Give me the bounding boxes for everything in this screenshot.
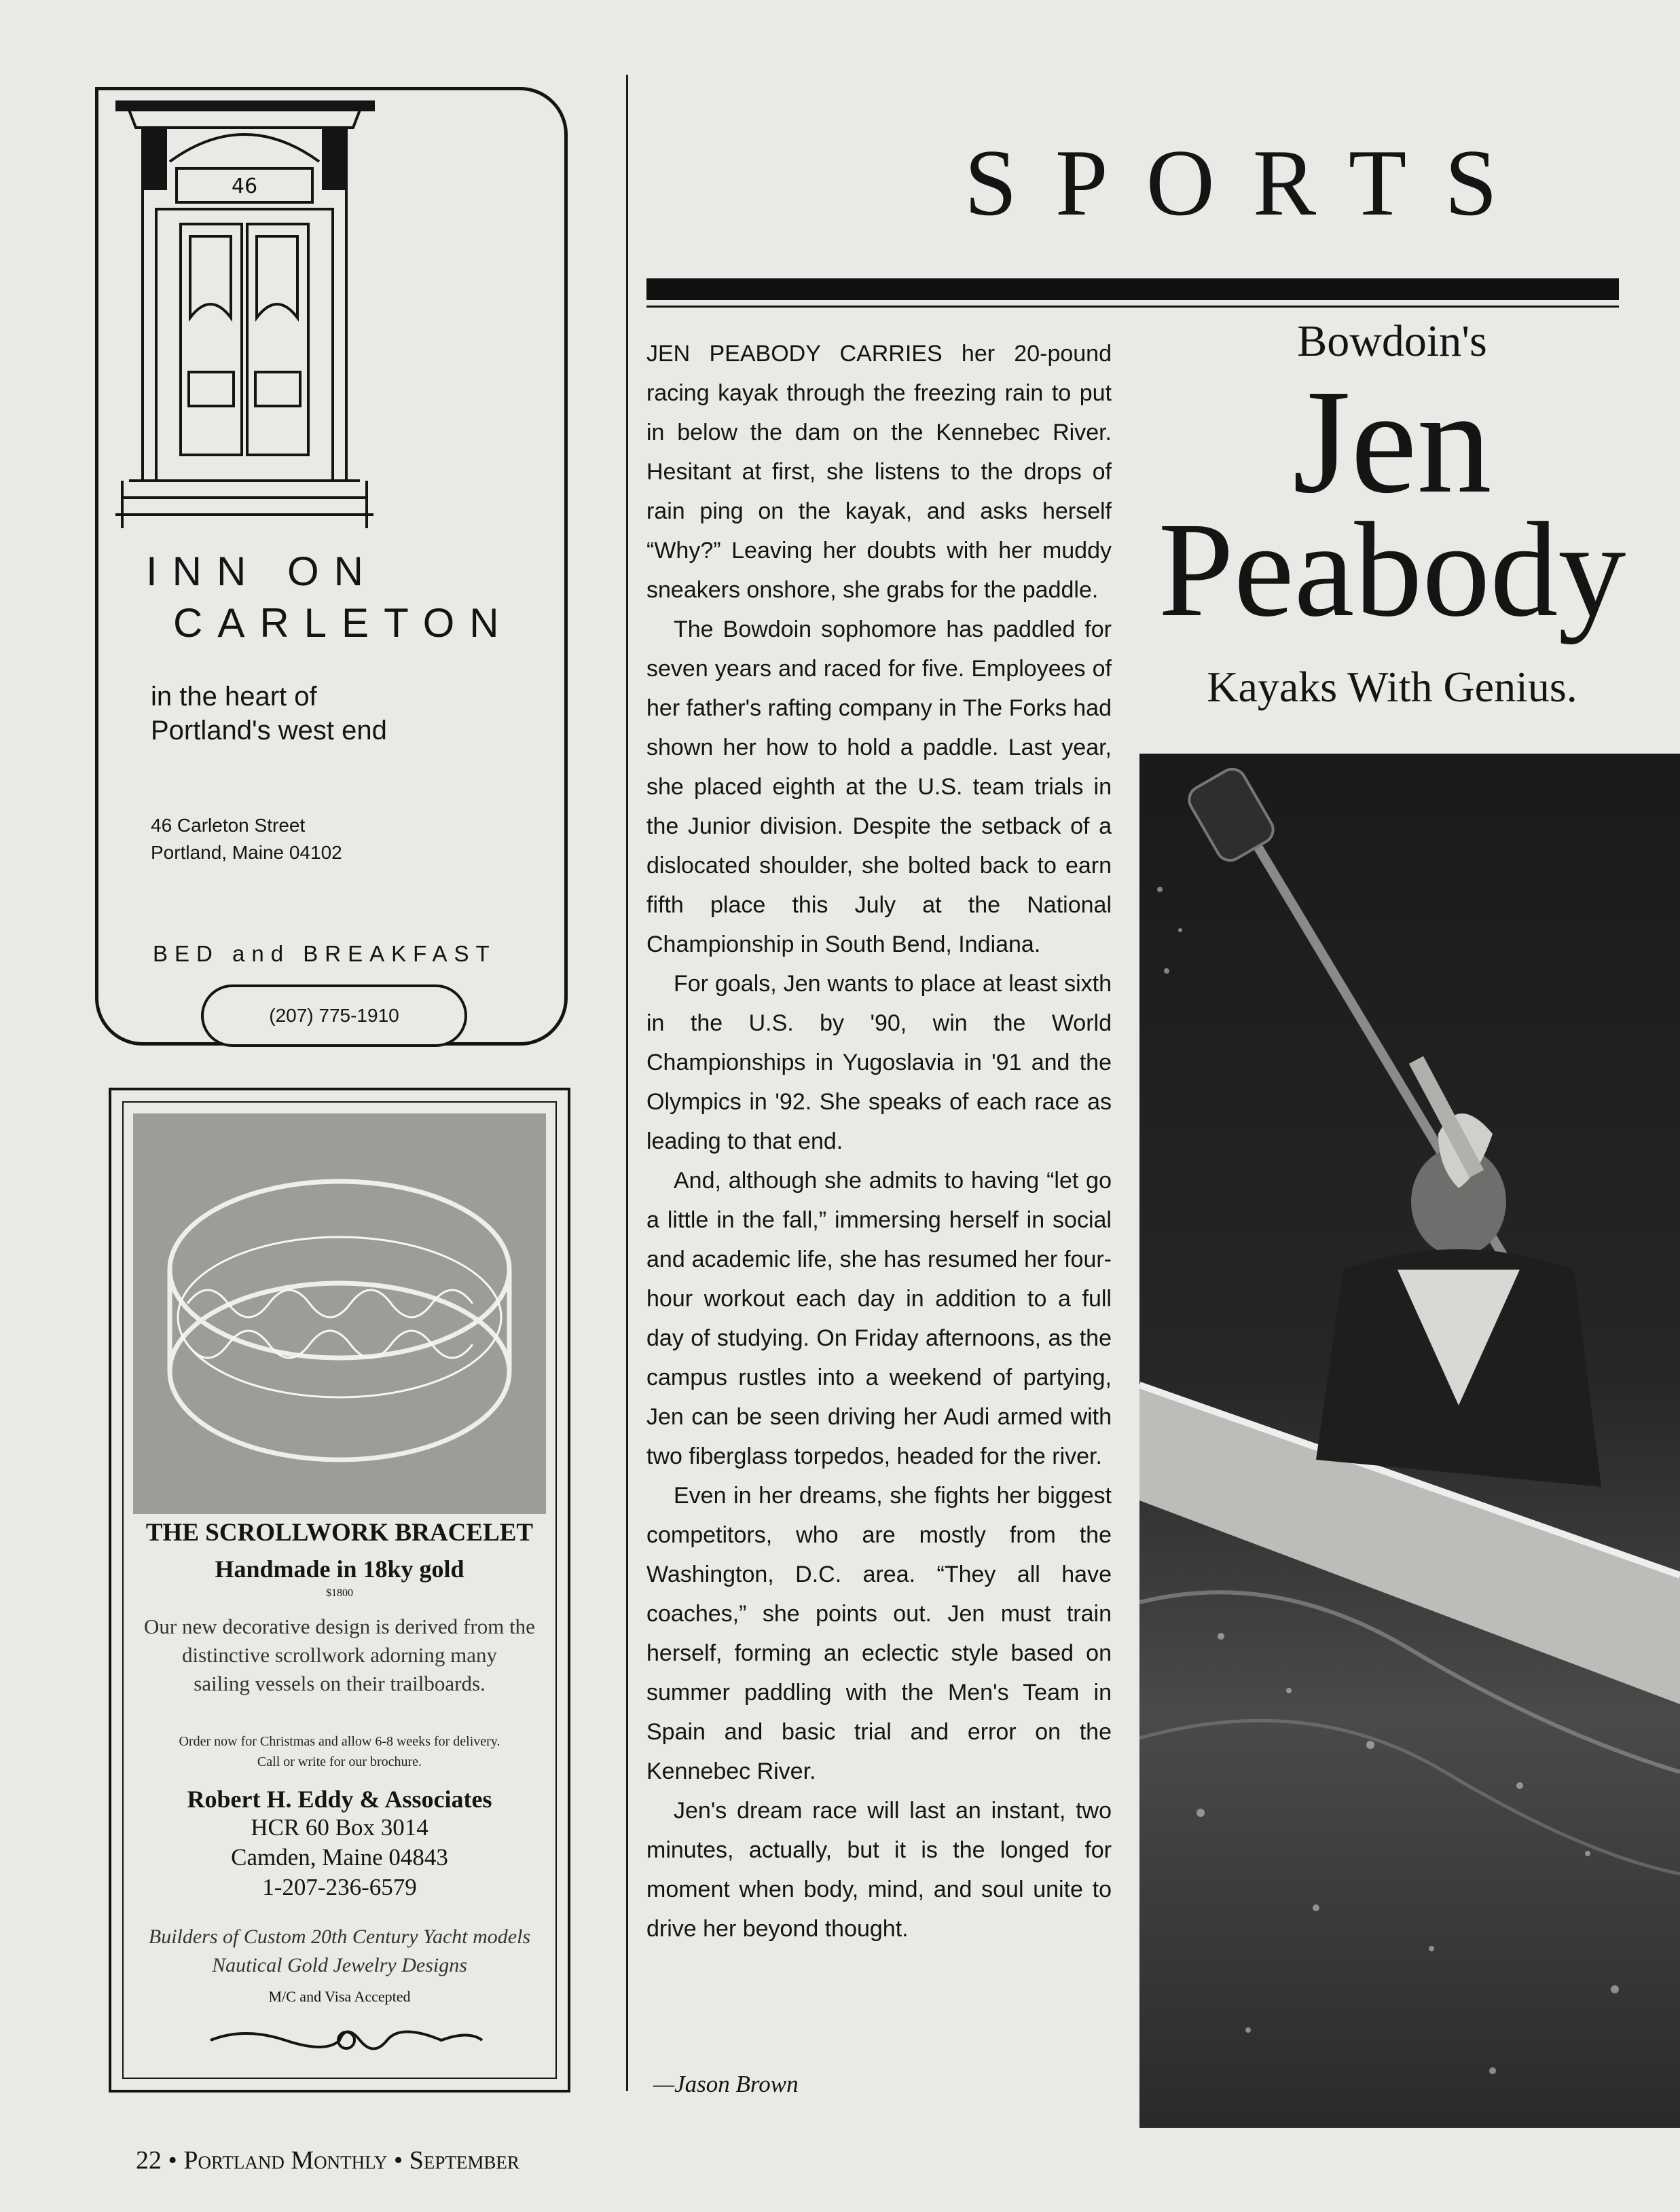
issue-month: September	[409, 2146, 519, 2175]
inn-address-line1: 46 Carleton Street	[151, 815, 306, 836]
publication-name: Portland Monthly	[183, 2146, 388, 2175]
inn-name-line2: CARLETON	[173, 600, 514, 646]
kayaker-photo	[1139, 754, 1680, 2128]
inn-address-line2: Portland, Maine 04102	[151, 842, 342, 863]
article-body	[646, 334, 1112, 1949]
bracelet-ad-builders-line1: Builders of Custom 20th Century Yacht models	[148, 1925, 531, 1948]
inn-type: BED and BREAKFAST	[153, 941, 496, 966]
section-rule-thin	[646, 306, 1619, 308]
bracelet-ad-order-line2: Call or write for our brochure.	[257, 1754, 422, 1769]
door-illustration	[115, 100, 380, 528]
footer-separator: •	[393, 2146, 403, 2175]
headline-name-last: Peabody	[1158, 495, 1626, 645]
article-paragraph: For goals, Jen wants to place at least sixth in the U.S. by '90, win the World Championships in Yugoslavia in '91 and the Olympics in '92. She speaks of each race as leading to that end.	[646, 971, 1112, 1154]
inn-name-line1: INN ON	[146, 549, 378, 594]
article-byline: —Jason Brown	[653, 2071, 799, 2097]
bracelet-ad-order-line1: Order now for Christmas and allow 6-8 weeks for delivery.	[179, 1734, 500, 1749]
bracelet-ad-description	[133, 1612, 546, 1698]
bracelet-photo	[133, 1113, 546, 1514]
headline-deck: Kayaks With Genius.	[1207, 663, 1577, 711]
inn-phone: (207) 775-1910	[201, 984, 467, 1047]
bracelet-ad-price: $1800	[326, 1587, 353, 1599]
bracelet-ad-builders-line2: Nautical Gold Jewelry Designs	[212, 1954, 467, 1976]
section-rule-thick	[646, 278, 1619, 300]
bracelet-ad-phone: 1-207-236-6579	[262, 1874, 417, 1900]
article-paragraph: JEN PEABODY CARRIES her 20-pound racing kayak through the freezing rain to put in below the dam on the Kennebec River. Hesitant at first, she listens to the drops of rain ping on the kayak, and asks herself “Why?” Leaving her doubts with her muddy sneakers onshore, she grabs for the paddle.	[646, 341, 1112, 603]
footer-separator: •	[168, 2146, 177, 2175]
page-number: 22	[136, 2146, 162, 2175]
article-paragraph: Jen's dream race will last an instant, two minutes, actually, but it is the longed for moment when body, mind, and soul unite to drive her beyond thought.	[646, 1798, 1112, 1942]
inn-tagline-line1: in the heart of	[151, 682, 317, 712]
flourish-ornament-icon	[204, 2020, 489, 2061]
article-paragraph: And, although she admits to having “let go a little in the fall,” immersing herself in social and academic life, she has resumed her four-hour workout each day in addition to a full day of studying. On Friday afternoons, as the campus rustles into a weekend of partying, Jen can be seen driving her Audi armed with two fiberglass torpedos, headed for the river.	[646, 1168, 1112, 1469]
column-divider	[626, 75, 628, 2091]
page-footer	[136, 2145, 519, 2175]
headline-name-first: Jen	[1292, 358, 1492, 524]
headline-kicker: Bowdoin's	[1297, 316, 1487, 366]
article-paragraph: The Bowdoin sophomore has paddled for seven years and raced for five. Employees of her father's rafting company in The Forks had shown her how to hold a paddle. Last year, she placed eighth at the U.S. team trials in the Junior division. Despite the setback of a dislocated shoulder, she bolted back to earn fifth place this July at the National Championship in South Bend, Indiana.	[646, 616, 1112, 957]
article-paragraph: Even in her dreams, she fights her biggest competitors, who are mostly from the Washington, D.C. area. “They all have coaches,” she points out. Jen must train herself, forming an eclectic style based on summer paddling with the Men's Team in Spain and basic trial and error on the Kennebec River.	[646, 1483, 1112, 1784]
bracelet-ad-description-line3: sailing vessels on their trailboards.	[194, 1672, 486, 1695]
bracelet-ad-company: Robert H. Eddy & Associates	[187, 1786, 492, 1813]
bracelet-ad-title: THE SCROLLWORK BRACELET	[145, 1519, 534, 1547]
inn-tagline-line2: Portland's west end	[151, 716, 387, 745]
bracelet-ad-address-line1: HCR 60 Box 3014	[251, 1814, 428, 1841]
bracelet-ad-description-line2: distinctive scrollwork adorning many	[181, 1643, 498, 1667]
bracelet-ad-cards-accepted: M/C and Visa Accepted	[268, 1988, 411, 2005]
bracelet-ad-order-info	[133, 1731, 546, 1772]
bracelet-ad-subtitle: Handmade in 18ky gold	[215, 1555, 464, 1583]
bracelet-ad-builders	[133, 1923, 546, 1980]
bracelet-ad-description-line1: Our new decorative design is derived from the	[144, 1615, 535, 1638]
bracelet-ad-address-line2: Camden, Maine 04843	[231, 1844, 448, 1870]
section-title: SPORTS	[964, 130, 1536, 236]
svg-text:46: 46	[231, 174, 258, 198]
